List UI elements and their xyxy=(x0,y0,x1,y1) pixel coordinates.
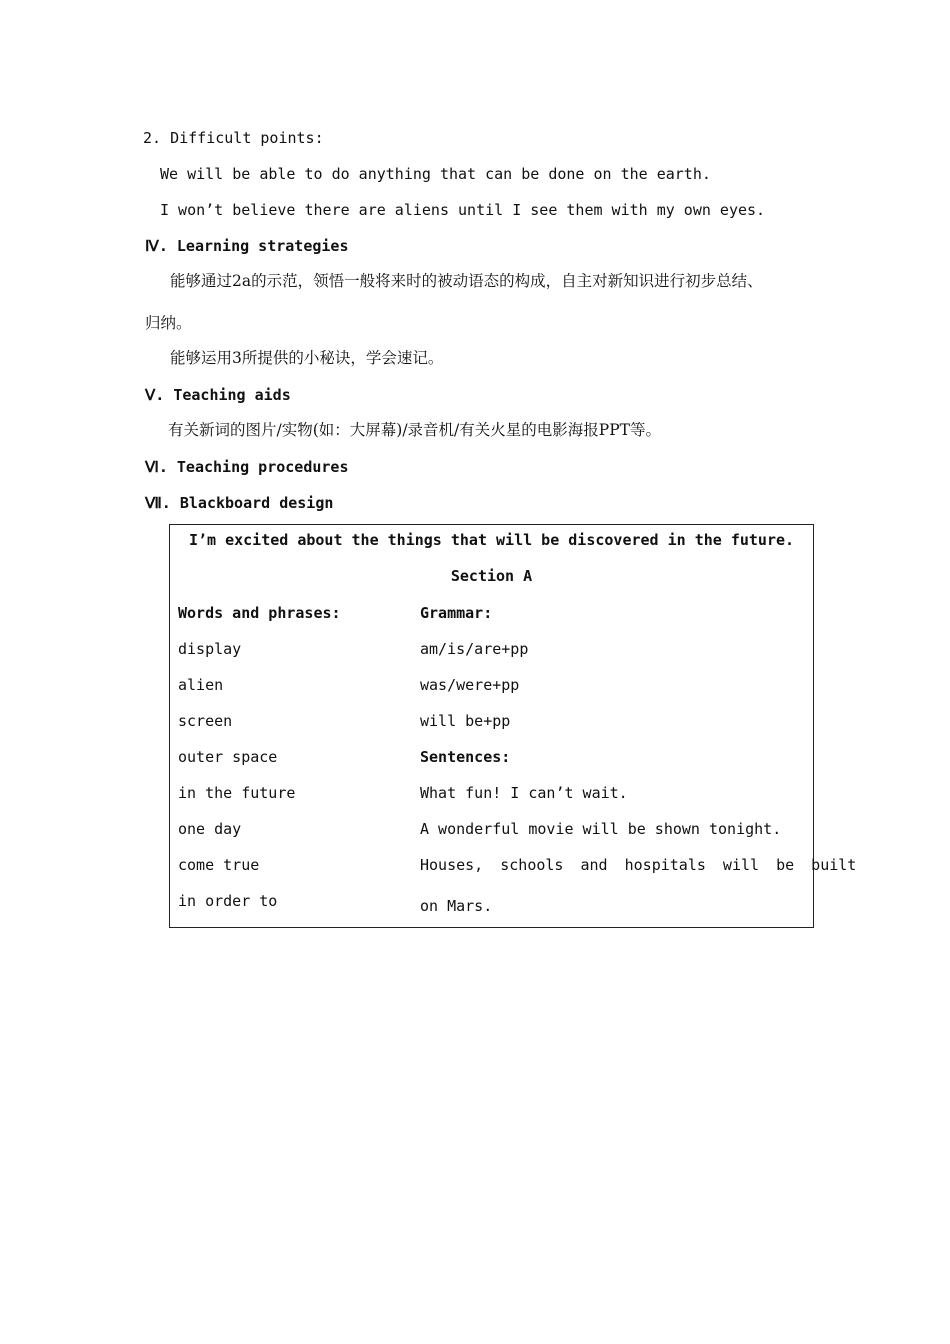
difficult-point-sentence-2: I won’t believe there are aliens until I see them with my own eyes. xyxy=(160,201,766,219)
difficult-points-heading: 2. Difficult points: xyxy=(143,129,324,147)
words-heading: Words and phrases: xyxy=(178,604,341,622)
word-item: display xyxy=(178,640,242,658)
blackboard-design-box xyxy=(169,524,857,928)
word-item: in order to xyxy=(178,892,278,910)
word-item: in the future xyxy=(178,784,296,802)
grammar-item: was/were+pp xyxy=(420,676,520,694)
difficult-point-sentence-1: We will be able to do anything that can be done on the earth. xyxy=(160,165,711,183)
blackboard-title: I’m excited about the things that will be discovered in the future. xyxy=(188,531,795,549)
grammar-item: am/is/are+pp xyxy=(420,640,529,658)
word-item: one day xyxy=(178,820,242,838)
sentence-item: What fun! I can’t wait. xyxy=(420,784,628,802)
grammar-item: will be+pp xyxy=(420,712,511,730)
word-item: come true xyxy=(178,856,260,874)
teaching-aids-heading: Ⅴ. Teaching aids xyxy=(145,386,291,404)
learning-strategies-para1-line2: 归纳。 xyxy=(145,314,192,332)
word-item: screen xyxy=(178,712,233,730)
sentence-item: A wonderful movie will be shown tonight. xyxy=(420,820,782,838)
sentence-item-line-1: Houses, schools and hospitals will be built xyxy=(420,856,857,874)
learning-strategies-para1-line1: 能够通过2a的示范，领悟一般将来时的被动语态的构成，自主对新知识进行初步总结、 xyxy=(170,272,763,290)
sentences-heading: Sentences: xyxy=(420,748,511,766)
teaching-procedures-heading: Ⅵ. Teaching procedures xyxy=(145,458,349,476)
blackboard-design-heading: Ⅶ. Blackboard design xyxy=(145,494,334,512)
word-item: outer space xyxy=(178,748,278,766)
learning-strategies-para2: 能够运用3所提供的小秘诀，学会速记。 xyxy=(170,349,444,367)
blackboard-section: Section A xyxy=(450,567,533,585)
learning-strategies-heading: Ⅳ. Learning strategies xyxy=(145,237,349,255)
grammar-heading: Grammar: xyxy=(420,604,493,622)
sentence-item-line-2: on Mars. xyxy=(420,897,493,915)
teaching-aids-text: 有关新词的图片/实物(如：大屏幕)/录音机/有关火星的电影海报PPT等。 xyxy=(168,421,661,439)
word-item: alien xyxy=(178,676,224,694)
